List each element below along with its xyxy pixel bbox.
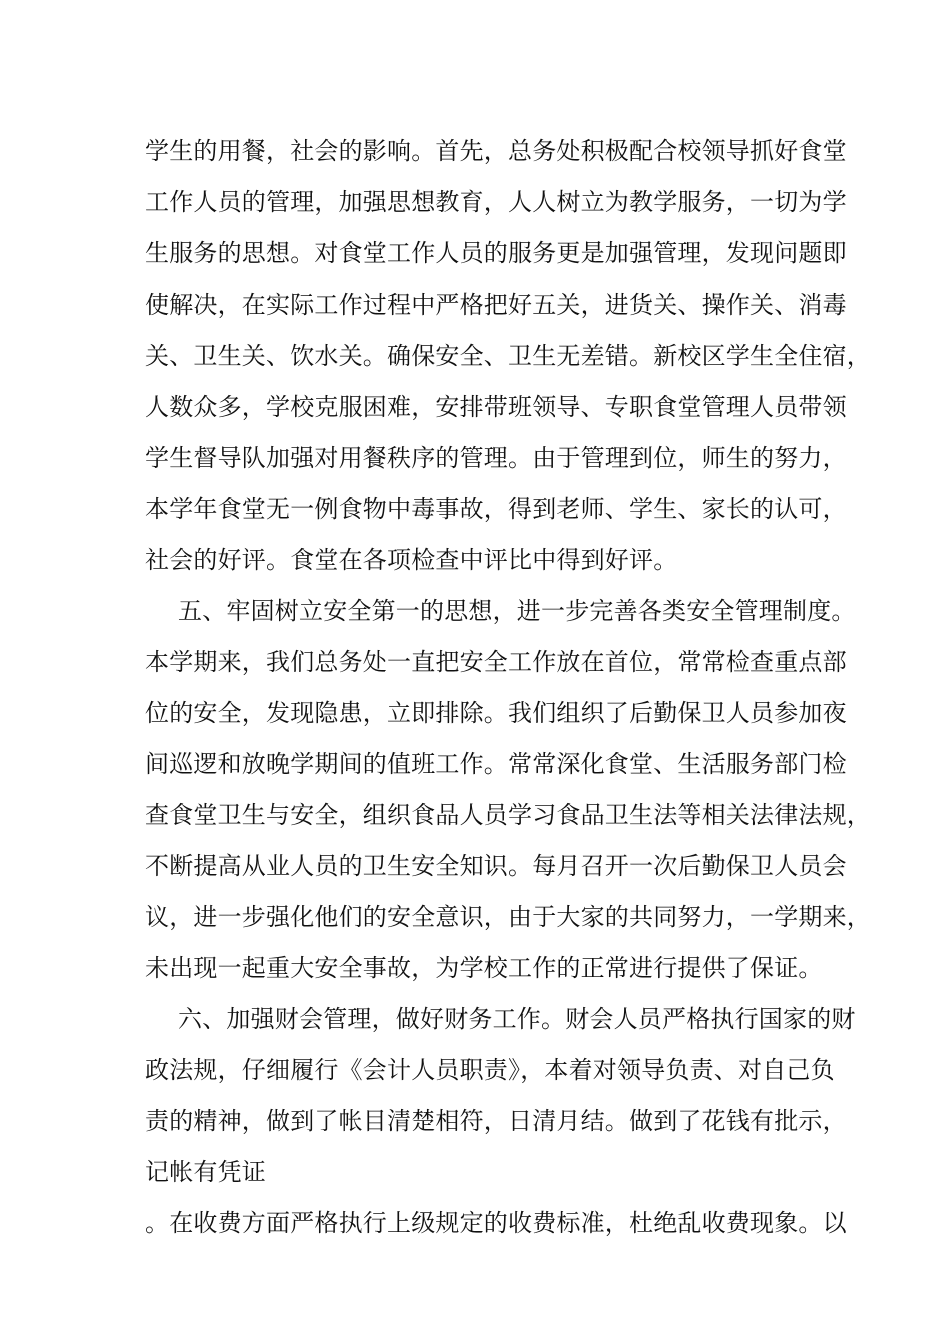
text-line: 不断提高从业人员的卫生安全知识。每月召开一次后勤保卫人员会	[145, 852, 847, 880]
section-six-heading: 六、加强财会管理，做好财务工作。财会人员严格执行国家的财	[178, 1005, 856, 1033]
text-line: 记帐有凭证	[145, 1158, 266, 1186]
text-line: 人数众多，学校克服困难，安排带班领导、专职食堂管理人员带领	[145, 393, 847, 421]
text-line: 查食堂卫生与安全，组织食品人员学习食品卫生法等相关法律法规，	[145, 801, 871, 829]
text-line: 位的安全，发现隐患，立即排除。我们组织了后勤保卫人员参加夜	[145, 699, 847, 727]
text-line: 本学年食堂无一例食物中毒事故，得到老师、学生、家长的认可，	[145, 495, 847, 523]
text-line: 生服务的思想。对食堂工作人员的服务更是加强管理，发现问题即	[145, 239, 847, 267]
text-line: 使解决，在实际工作过程中严格把好五关，进货关、操作关、消毒	[145, 291, 847, 319]
text-line: 社会的好评。食堂在各项检查中评比中得到好评。	[145, 546, 678, 574]
text-line: 责的精神，做到了帐目清楚相符，日清月结。做到了花钱有批示，	[145, 1107, 847, 1135]
text-line: 学生的用餐，社会的影响。首先，总务处积极配合校领导抓好食堂	[145, 137, 847, 165]
text-line: 未出现一起重大安全事故，为学校工作的正常进行提供了保证。	[145, 954, 823, 982]
text-line: 关、卫生关、饮水关。确保安全、卫生无差错。新校区学生全住宿，	[145, 342, 871, 370]
text-line: 政法规，仔细履行《会计人员职责》，本着对领导负责、对自己负	[145, 1056, 835, 1084]
text-line: 。在收费方面严格执行上级规定的收费标准，杜绝乱收费现象。以	[145, 1209, 847, 1237]
text-line: 工作人员的管理，加强思想教育，人人树立为教学服务，一切为学	[145, 188, 847, 216]
text-line: 议，进一步强化他们的安全意识，由于大家的共同努力，一学期来，	[145, 903, 871, 931]
text-line: 本学期来，我们总务处一直把安全工作放在首位，常常检查重点部	[145, 648, 847, 676]
text-line: 间巡逻和放晚学期间的值班工作。常常深化食堂、生活服务部门检	[145, 750, 847, 778]
section-five-heading: 五、牢固树立安全第一的思想，进一步完善各类安全管理制度。	[178, 597, 856, 625]
text-line: 学生督导队加强对用餐秩序的管理。由于管理到位，师生的努力，	[145, 444, 847, 472]
